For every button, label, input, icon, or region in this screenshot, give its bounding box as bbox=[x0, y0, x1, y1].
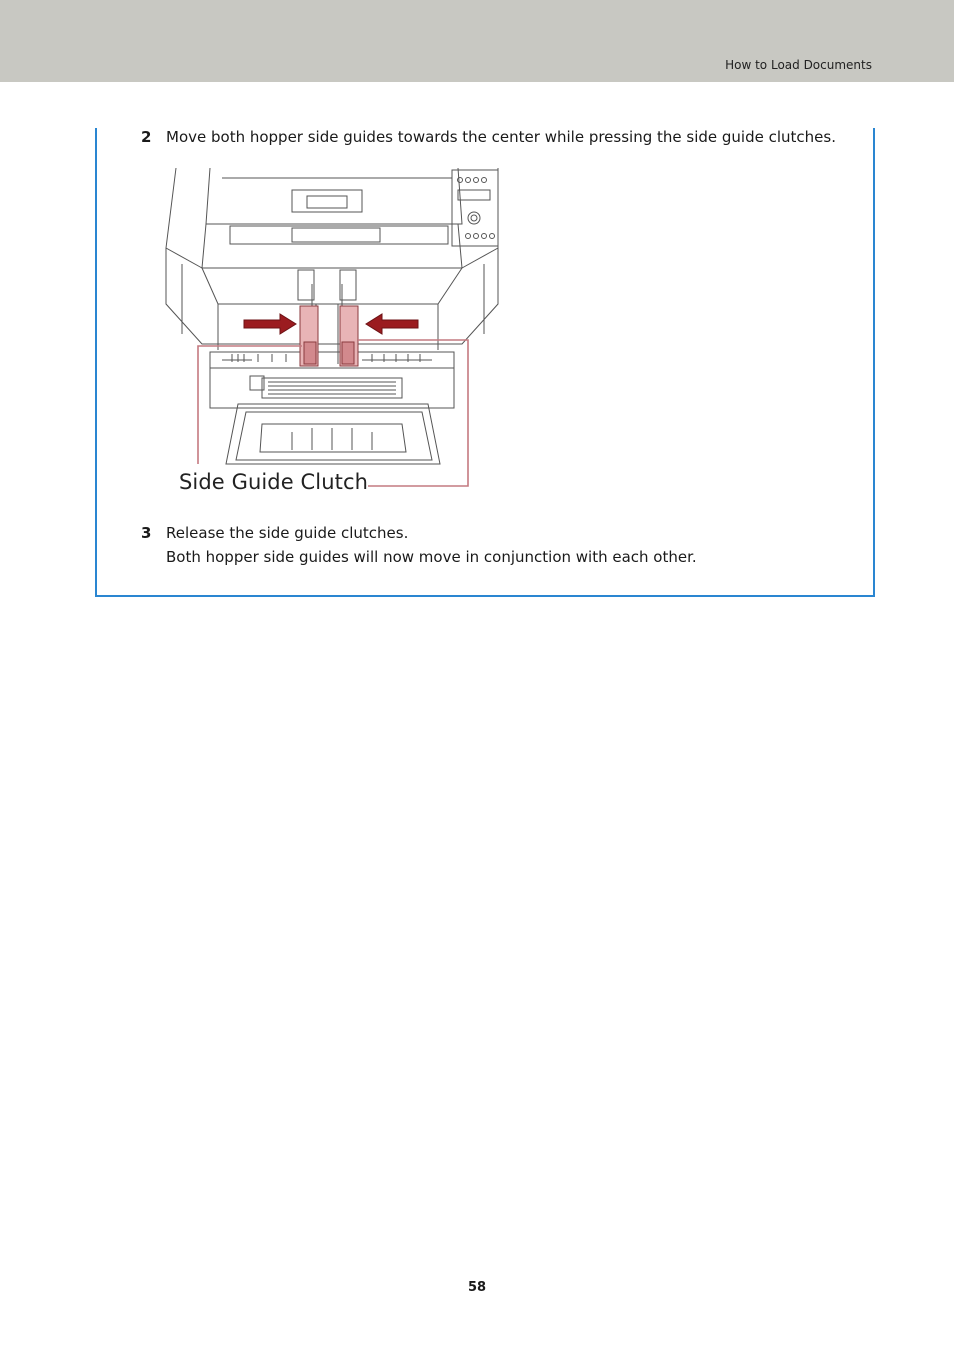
scanner-hopper-illustration bbox=[162, 164, 504, 498]
step-number: 3 bbox=[141, 524, 152, 542]
page-number: 58 bbox=[467, 1280, 487, 1295]
header-title: How to Load Documents bbox=[725, 58, 872, 72]
step-number: 2 bbox=[141, 128, 152, 146]
step-text-continuation: Both hopper side guides will now move in conjunction with each other. bbox=[166, 548, 697, 566]
step-text: Move both hopper side guides towards the center while pressing the side guide clutches. bbox=[166, 128, 836, 146]
step-text: Release the side guide clutches. bbox=[166, 524, 409, 542]
header-band bbox=[0, 0, 954, 82]
side-guide-clutch-label: Side Guide Clutch bbox=[179, 470, 369, 494]
